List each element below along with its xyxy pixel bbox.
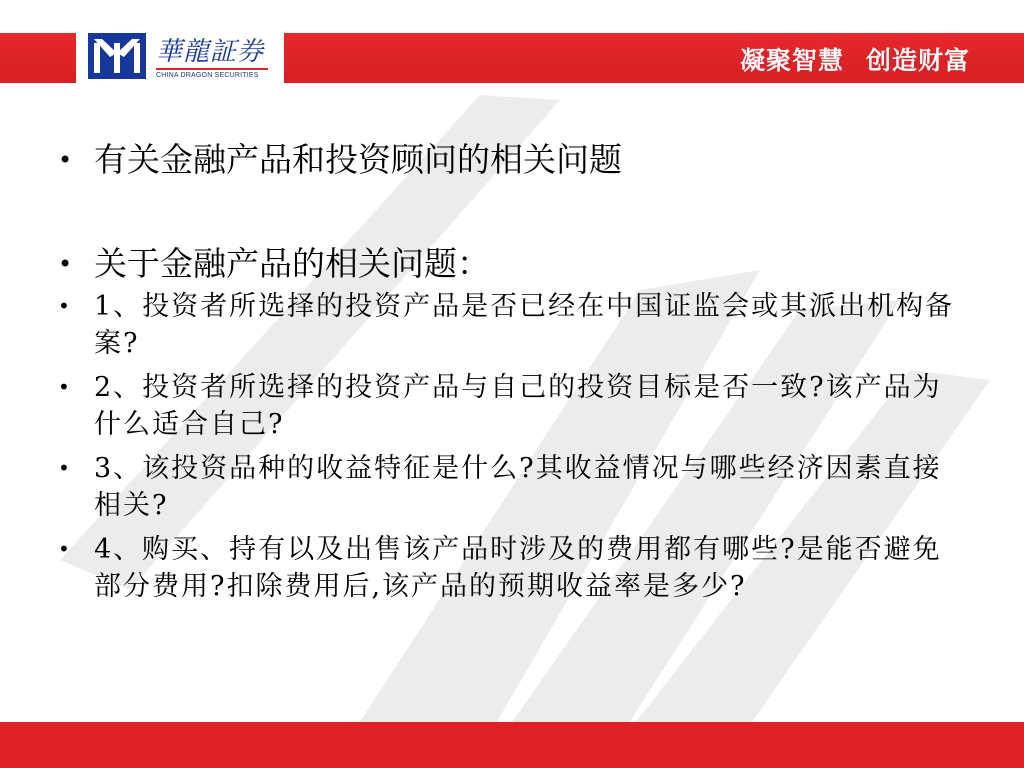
logo-underline xyxy=(156,68,268,70)
bullet-icon: • xyxy=(58,146,73,174)
question-text: 1、投资者所选择的投资产品是否已经在中国证监会或其派出机构备案? xyxy=(94,291,955,359)
question-text: 4、购买、持有以及出售该产品时涉及的费用都有哪些?是能否避免部分费用?扣除费用后,该产品的预期收益率是多少? xyxy=(94,534,942,602)
list-item xyxy=(58,288,968,362)
list-item xyxy=(58,369,968,443)
question-text: 3、该投资品种的收益特征是什么?其收益情况与哪些经济因素直接相关? xyxy=(94,453,942,521)
logo-chinese-text: 華龍証券 xyxy=(156,37,265,67)
bullet-icon: • xyxy=(58,375,72,399)
bullet-icon: • xyxy=(58,456,72,480)
heading-topic: 有关金融产品和投资顾问的相关问题 xyxy=(94,140,622,179)
list-item xyxy=(58,138,968,182)
heading-subtopic: 关于金融产品的相关问题： xyxy=(94,244,490,283)
company-logo xyxy=(76,25,284,89)
bullet-icon: • xyxy=(58,294,72,318)
list-item xyxy=(58,242,968,286)
list-item xyxy=(58,450,968,524)
logo-english-text: CHINA DRAGON SECURITIES xyxy=(156,72,259,79)
logo-mark-icon xyxy=(88,33,146,79)
slogan-part2: 创造财富 xyxy=(865,46,970,75)
question-text: 2、投资者所选择的投资产品与自己的投资目标是否一致?该产品为什么适合自己? xyxy=(94,372,942,440)
bullet-list xyxy=(58,138,968,605)
bullet-icon: • xyxy=(58,250,73,278)
slogan-part1: 凝聚智慧 xyxy=(739,46,844,75)
list-item xyxy=(58,531,968,605)
slogan xyxy=(740,41,970,77)
bullet-icon: • xyxy=(58,537,72,561)
footer-bar xyxy=(0,722,1024,768)
